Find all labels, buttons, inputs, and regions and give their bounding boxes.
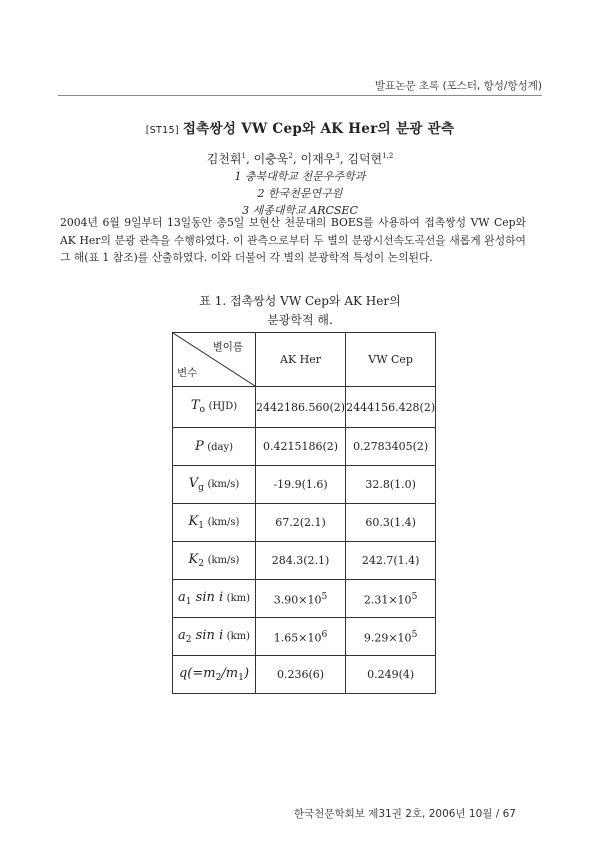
table-row (173, 656, 436, 694)
parameter-label: $K_2$ (km/s) (173, 542, 256, 580)
value-cell: $9.29\times 10^5$ (346, 618, 436, 656)
value-cell: 32.8(1.0) (346, 466, 436, 504)
value-cell: 0.2783405(2) (346, 428, 436, 466)
session-code: [ST15] (145, 125, 179, 136)
value-cell: $1.65\times 10^6$ (256, 618, 346, 656)
parameter-label: $a_1$ sin i (km) (173, 580, 256, 618)
caption-line: 표 1. 접촉쌍성 VW Cep와 AK Her의 (199, 294, 401, 308)
value-cell: 60.3(1.4) (346, 504, 436, 542)
value-cell: 0.249(4) (346, 656, 436, 694)
value-cell: 67.2(2.1) (256, 504, 346, 542)
value-cell: 2442186.560(2) (256, 387, 346, 428)
table-header-row (173, 333, 436, 387)
author-name: 김천휘 (206, 152, 242, 166)
author-affil-mark: 1,2 (382, 152, 394, 160)
author-name: 이재우 (300, 152, 336, 166)
paper-title (0, 117, 600, 137)
parameter-label: $a_2$ sin i (km) (173, 618, 256, 656)
value-cell: 0.236(6) (256, 656, 346, 694)
table-row (173, 618, 436, 656)
abstract-text: 2004년 6월 9일부터 13일동안 총5일 보현산 천문대의 BOES를 사용하여 접촉쌍성 VW Cep와 AK Her의 분광 관측을 수행하였다. 이 관측으로부터 두 별의 분광시선속도곡선을 새롭게 완성하여 그 해(표 1 참조)를 산출하였다. 이와 더불어 각 별의 분광학적 특성이 논의된다. (60, 216, 526, 264)
table-row (173, 387, 436, 428)
page-footer: 한국천문학회보 제31권 2호, 2006년 10월 / 67 (293, 808, 516, 820)
affiliation: 1 충북대학교 천문우주학과 (234, 170, 366, 183)
affiliation: 3 세종대학교 ARCSEC (242, 204, 358, 217)
solution-table (172, 332, 436, 694)
column-header: VW Cep (346, 333, 436, 387)
author-name: 이충욱 (253, 152, 289, 166)
table-row (173, 580, 436, 618)
value-cell: $2.31\times 10^5$ (346, 580, 436, 618)
parameter-label: P (day) (173, 428, 256, 466)
author-affil-mark: 1 (241, 152, 246, 160)
author-affil-mark: 3 (335, 152, 340, 160)
parameter-label: $T_o$ (HJD) (173, 387, 256, 428)
value-cell: 2444156.428(2) (346, 387, 436, 428)
author-name: 김덕현 (347, 152, 383, 166)
value-cell: 0.4215186(2) (256, 428, 346, 466)
value-cell: -19.9(1.6) (256, 466, 346, 504)
author-list: 김천휘$^1$, 이충욱$^2$, 이재우$^3$, 김덕현$^{1,2}$ (206, 152, 394, 166)
parameter-label: $K_1$ (km/s) (173, 504, 256, 542)
parameter-label: $q(=m_2/m_1)$ (173, 656, 256, 694)
parameter-label: $V_g$ (km/s) (173, 466, 256, 504)
table-row (173, 428, 436, 466)
table-row (173, 504, 436, 542)
caption-line: 분광학적 해. (267, 313, 333, 327)
value-cell: 242.7(1.4) (346, 542, 436, 580)
table-row (173, 542, 436, 580)
table-corner-cell (173, 333, 256, 387)
header-rule (58, 95, 542, 96)
table-row (173, 466, 436, 504)
author-affil-mark: 2 (288, 152, 293, 160)
corner-label-variable: 변수 (177, 367, 198, 379)
value-cell: $3.90\times 10^5$ (256, 580, 346, 618)
column-header: AK Her (256, 333, 346, 387)
running-head-text: 발표논문 초록 (포스터, 항성/항성계) (374, 80, 542, 92)
table-caption (0, 292, 600, 330)
title-text: 접촉쌍성 VW Cep와 AK Her의 분광 관측 (182, 121, 455, 137)
running-head (0, 76, 600, 96)
affiliation: 2 한국천문연구원 (257, 187, 343, 200)
corner-label-star: 별이름 (212, 341, 243, 353)
value-cell: 284.3(2.1) (256, 542, 346, 580)
